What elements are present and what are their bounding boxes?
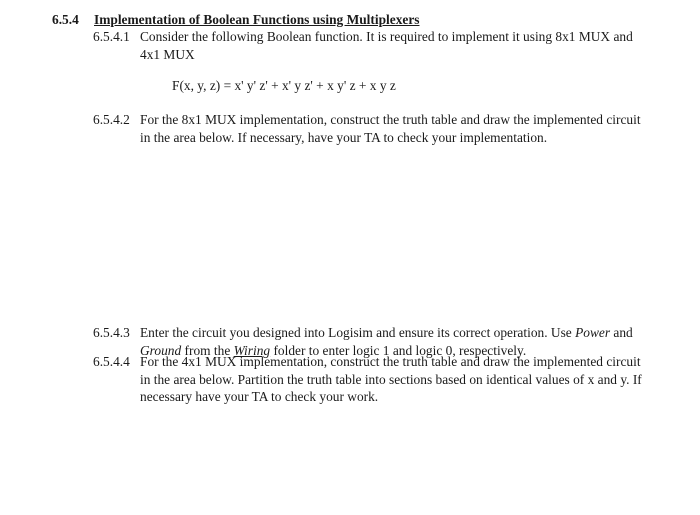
section-heading bbox=[52, 11, 419, 29]
item-number: 6.5.4.1 bbox=[93, 29, 130, 44]
item-text-segment: folder to enter logic 1 and logic 0, respectively. bbox=[273, 342, 527, 358]
item-text-line: For the 8x1 MUX implementation, construct the truth table and draw the implemented circuit bbox=[140, 112, 641, 127]
item-number: 6.5.4.2 bbox=[93, 112, 130, 127]
item-text bbox=[140, 111, 685, 146]
item-number: 6.5.4.4 bbox=[93, 354, 130, 369]
item-6-5-4-1 bbox=[93, 28, 685, 63]
item-text-segment: from the bbox=[184, 342, 231, 358]
item-6-5-4-2 bbox=[93, 111, 685, 146]
item-text-segment: and bbox=[613, 325, 633, 340]
item-text-segment: Enter the circuit you designed into Logisim and ensure its correct operation. Use bbox=[140, 325, 572, 340]
item-text-line: Consider the following Boolean function. It is required to implement it using 8x1 MUX and bbox=[140, 29, 633, 44]
item-text bbox=[140, 353, 685, 406]
power-term: Power bbox=[575, 325, 611, 340]
wiring-folder-term: Wiring bbox=[233, 342, 271, 358]
item-text-line bbox=[140, 324, 685, 342]
item-text-line: 4x1 MUX bbox=[140, 46, 195, 62]
section-number: 6.5.4 bbox=[52, 12, 79, 27]
item-text-line: necessary have your TA to check your work. bbox=[140, 389, 379, 404]
item-text bbox=[140, 28, 685, 63]
item-text-line: For the 4x1 MUX implementation, construct the truth table and draw the implemented circuit bbox=[140, 354, 641, 369]
ground-term: Ground bbox=[140, 342, 182, 358]
item-text-line: in the area below. Partition the truth table into sections based on identical values of x and y. If bbox=[140, 371, 642, 387]
item-number: 6.5.4.3 bbox=[93, 325, 130, 340]
item-text-line: in the area below. If necessary, have your TA to check your implementation. bbox=[140, 129, 548, 145]
boolean-formula: F(x, y, z) = x' y' z' + x' y z' + x y' z + x y z bbox=[172, 78, 396, 93]
item-6-5-4-4 bbox=[93, 353, 685, 406]
section-title: Implementation of Boolean Functions using Multiplexers bbox=[94, 12, 420, 27]
